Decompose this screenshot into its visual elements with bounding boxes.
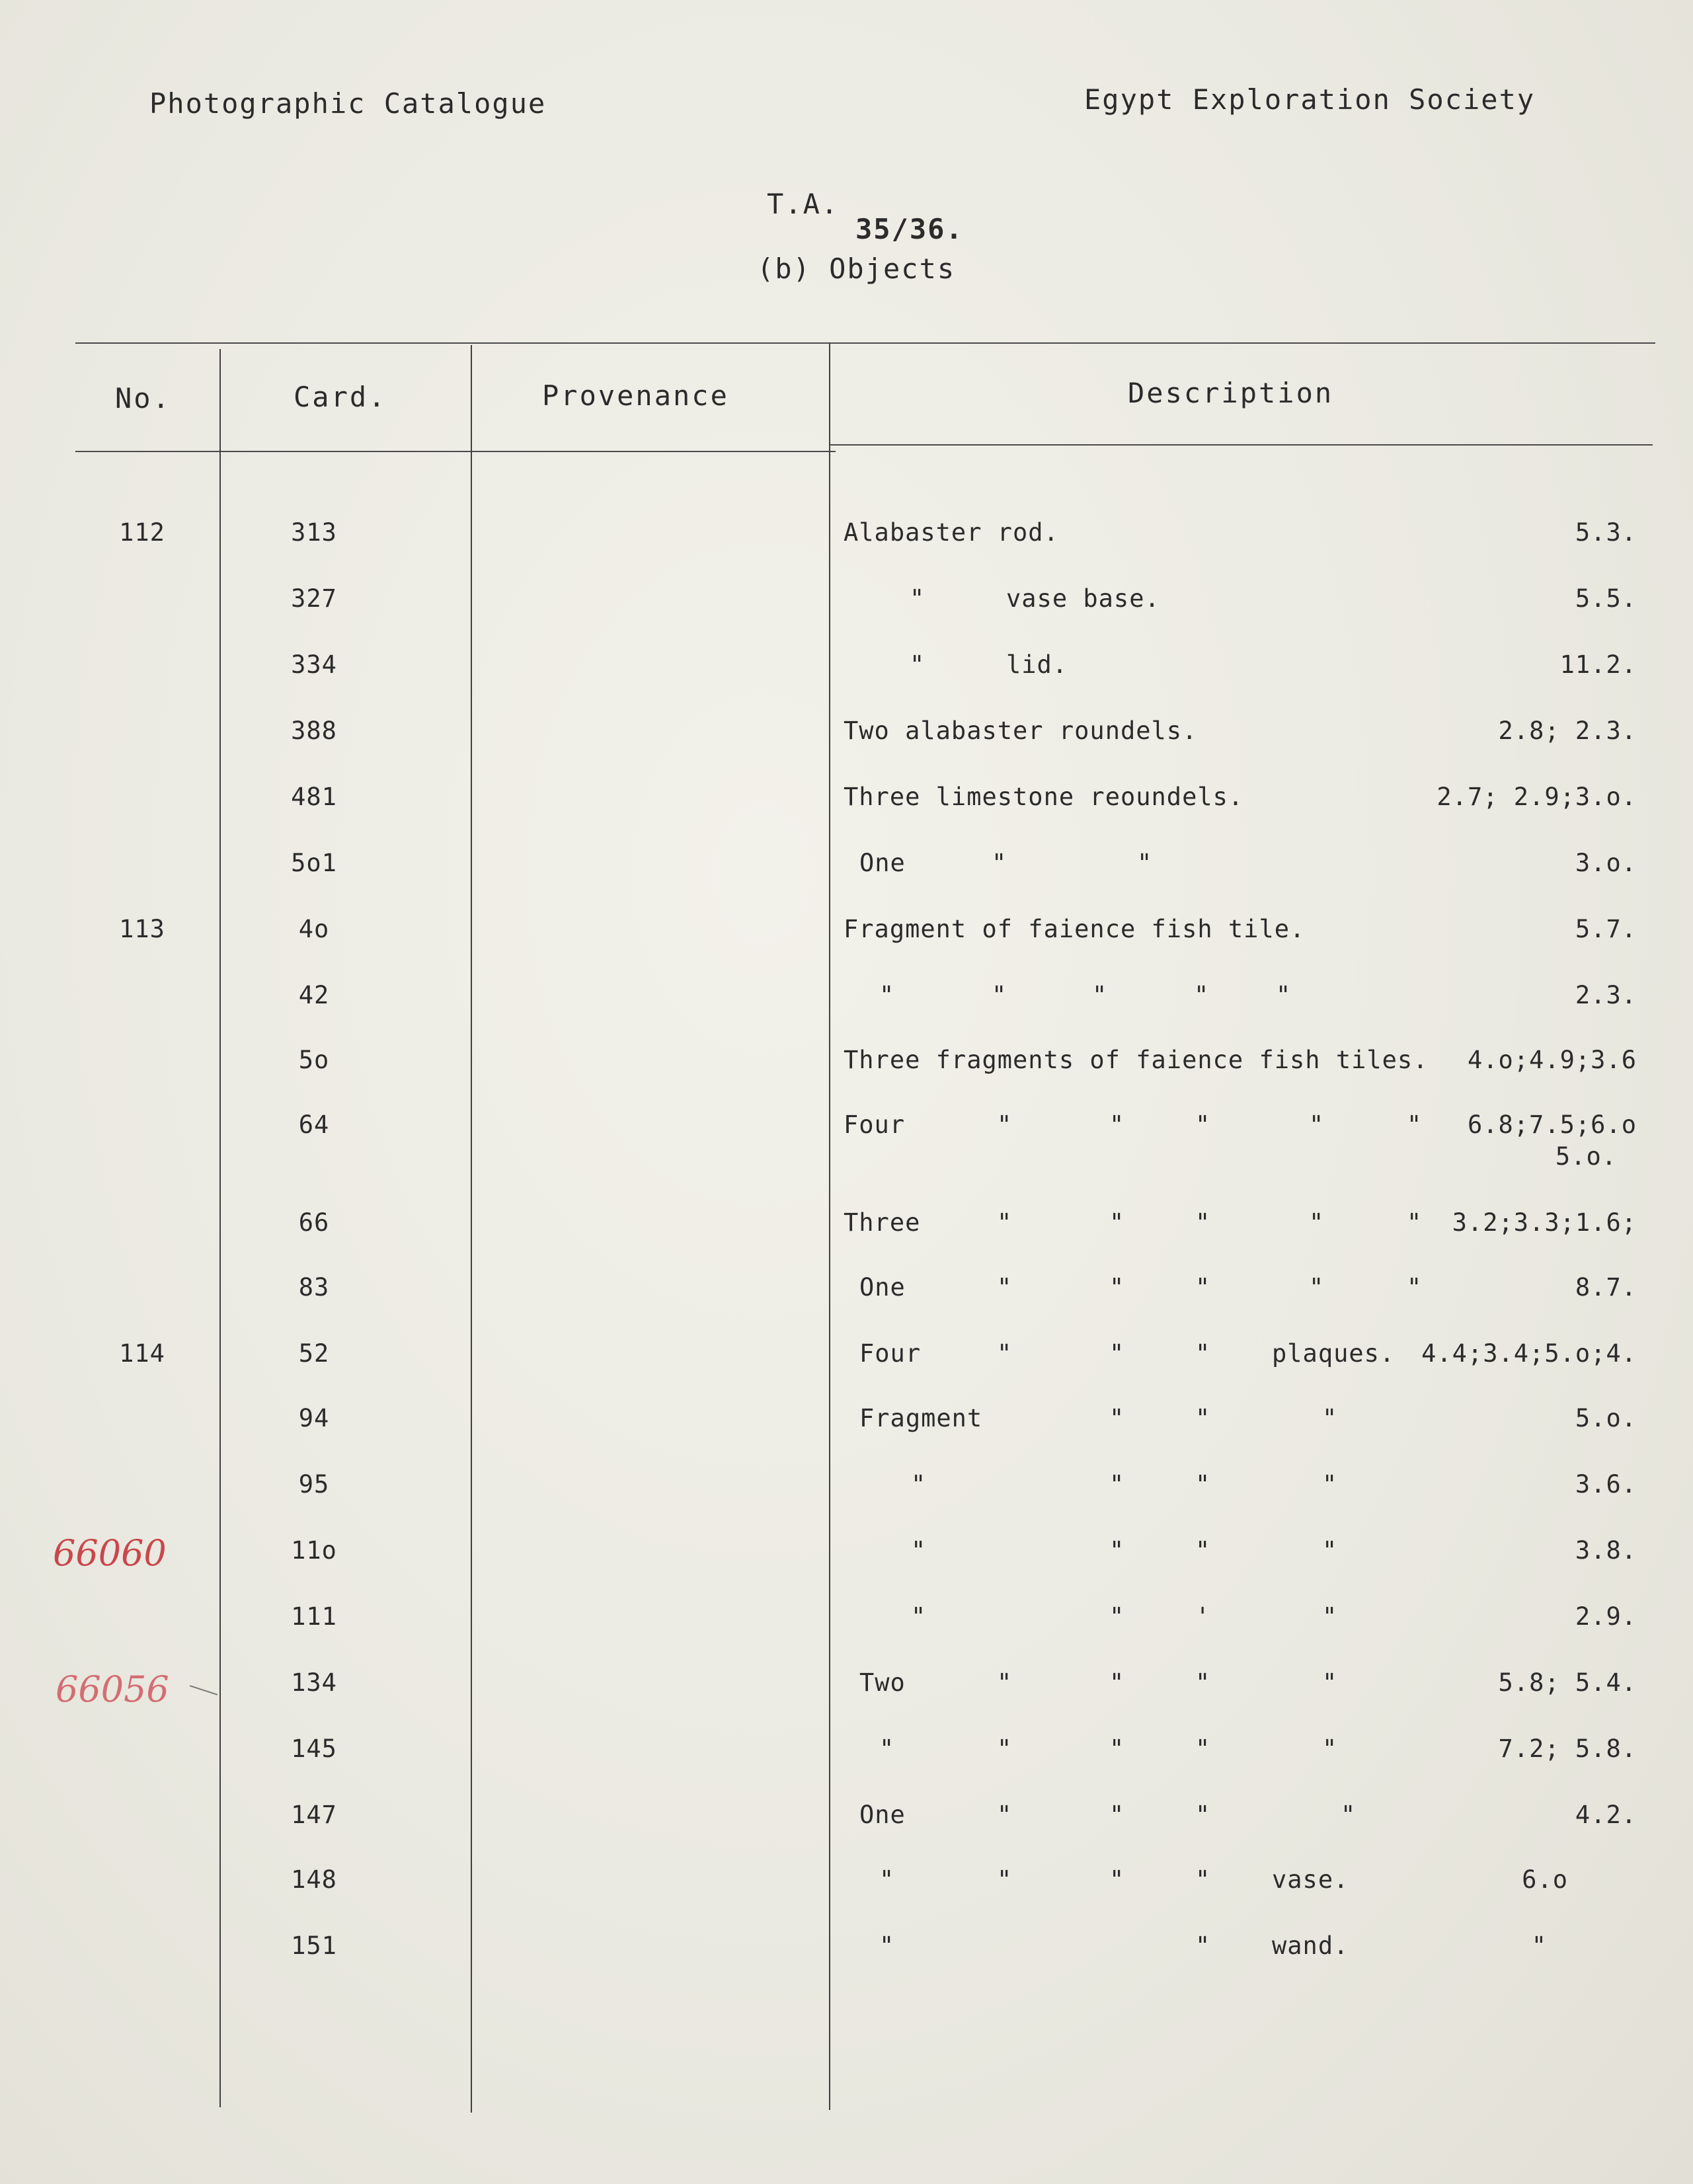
card-number: 334 bbox=[291, 650, 337, 679]
card-number: 148 bbox=[291, 1865, 337, 1894]
description-text: " bbox=[1195, 1735, 1211, 1763]
card-number: 4o bbox=[298, 915, 330, 943]
object-number: 113 bbox=[119, 915, 165, 943]
description-text: " bbox=[1109, 1111, 1125, 1139]
description-text: " bbox=[910, 650, 925, 679]
description-text: " bbox=[1109, 1404, 1125, 1432]
measurement-value: 3.6. bbox=[1575, 1470, 1637, 1499]
description-text: " bbox=[997, 1735, 1013, 1763]
description-text: " bbox=[879, 1865, 895, 1894]
description-text: " bbox=[1309, 1273, 1325, 1302]
card-number: 111 bbox=[291, 1602, 337, 1631]
measurement-value: 3.8. bbox=[1575, 1536, 1637, 1565]
description-text: " bbox=[1195, 1111, 1211, 1139]
pencil-tick-mark bbox=[190, 1685, 217, 1695]
col-divider-card bbox=[471, 345, 472, 2113]
society-name: Egypt Exploration Society bbox=[1084, 83, 1536, 116]
description-text: " bbox=[1322, 1536, 1338, 1565]
description-text: " bbox=[1309, 1111, 1325, 1139]
description-text: " bbox=[1195, 1404, 1211, 1432]
description-text: One bbox=[859, 849, 906, 877]
description-text: One bbox=[859, 1273, 906, 1302]
description-text: " bbox=[1195, 1668, 1211, 1697]
measurement-value: 3.o. bbox=[1575, 849, 1637, 877]
description-text: " bbox=[1195, 1273, 1211, 1302]
card-number: 5o bbox=[298, 1046, 330, 1074]
description-text: lid. bbox=[1006, 650, 1068, 679]
description-text: Alabaster rod. bbox=[844, 518, 1059, 547]
card-number: 5o1 bbox=[291, 849, 337, 877]
description-text: " bbox=[1109, 1208, 1125, 1237]
description-text: " bbox=[1109, 1470, 1125, 1499]
column-header-provenance: Provenance bbox=[542, 379, 729, 412]
description-text: " bbox=[997, 1801, 1013, 1829]
description-text: Two bbox=[859, 1668, 906, 1697]
description-text: " bbox=[911, 1602, 927, 1631]
header-bottom-rule-right bbox=[829, 444, 1653, 446]
object-number: 112 bbox=[119, 518, 165, 547]
description-text: " bbox=[1341, 1801, 1357, 1829]
description-text: Three bbox=[844, 1208, 921, 1237]
card-number: 64 bbox=[298, 1111, 330, 1139]
description-text: " bbox=[1407, 1208, 1423, 1237]
ta-season: 35/36. bbox=[855, 213, 964, 245]
description-text: " bbox=[1109, 1668, 1125, 1697]
measurement-value: 5.7. bbox=[1575, 915, 1637, 943]
description-text: " bbox=[1194, 981, 1210, 1009]
description-text: " bbox=[992, 981, 1007, 1009]
description-text: plaques. bbox=[1272, 1339, 1396, 1368]
description-text: " bbox=[1195, 1865, 1211, 1894]
card-number: 11o bbox=[291, 1536, 337, 1565]
description-text: " bbox=[1109, 1602, 1125, 1631]
measurement-value: 4.2. bbox=[1575, 1801, 1637, 1829]
catalogue-title: Photographic Catalogue bbox=[149, 87, 547, 120]
description-text: Fragment of faience fish tile. bbox=[844, 915, 1306, 943]
measurement-value: 5.o. bbox=[1575, 1404, 1637, 1432]
measurement-value: 2.3. bbox=[1575, 981, 1637, 1009]
description-text: " bbox=[1322, 1602, 1338, 1631]
measurement-value: 6.8;7.5;6.o bbox=[1467, 1111, 1637, 1139]
header-bottom-rule-left bbox=[75, 451, 836, 452]
column-header-no: No. bbox=[115, 382, 171, 414]
description-text: " bbox=[1195, 1931, 1211, 1960]
card-number: 145 bbox=[291, 1735, 337, 1763]
measurement-value: 5.5. bbox=[1575, 584, 1637, 613]
description-text: " bbox=[1195, 1801, 1211, 1829]
description-text: " bbox=[879, 1931, 895, 1960]
measurement-value: 5.3. bbox=[1575, 518, 1637, 547]
section-subtitle: (b) Objects bbox=[757, 253, 956, 285]
description-text: " bbox=[997, 1865, 1013, 1894]
description-text: " bbox=[1407, 1111, 1423, 1139]
measurement-value: 5.o. bbox=[1555, 1142, 1617, 1171]
measurement-value: 2.8; 2.3. bbox=[1498, 717, 1637, 745]
description-text: " bbox=[879, 981, 895, 1009]
description-text: vase base. bbox=[1006, 584, 1160, 613]
description-text: Three limestone reoundels. bbox=[844, 783, 1244, 811]
description-text: ' bbox=[1195, 1602, 1211, 1631]
description-text: " bbox=[879, 1735, 895, 1763]
description-text: " bbox=[1137, 849, 1153, 877]
handwritten-number-note: 66060 bbox=[53, 1532, 167, 1574]
description-text: " bbox=[997, 1111, 1013, 1139]
col-divider-provenance bbox=[829, 344, 830, 2110]
card-number: 66 bbox=[298, 1208, 330, 1237]
description-text: vase. bbox=[1272, 1865, 1349, 1894]
description-text: " bbox=[1109, 1273, 1125, 1302]
description-text: " bbox=[1092, 981, 1108, 1009]
description-text: " bbox=[1109, 1801, 1125, 1829]
description-text: " bbox=[1309, 1208, 1325, 1237]
measurement-value: 7.2; 5.8. bbox=[1498, 1735, 1637, 1763]
description-text: wand. bbox=[1272, 1931, 1349, 1960]
description-text: Four bbox=[859, 1339, 922, 1368]
description-text: One bbox=[859, 1801, 906, 1829]
description-text: " bbox=[997, 1339, 1013, 1368]
description-text: " bbox=[997, 1208, 1013, 1237]
handwritten-number-note: 66056 bbox=[56, 1668, 169, 1710]
measurement-value: 4.4;3.4;5.o;4. bbox=[1421, 1339, 1637, 1368]
ta-prefix: T.A. bbox=[767, 188, 840, 220]
description-text: " bbox=[1195, 1470, 1211, 1499]
description-text: " bbox=[1109, 1339, 1125, 1368]
card-number: 327 bbox=[291, 584, 337, 613]
description-text: " bbox=[911, 1536, 927, 1565]
description-text: " bbox=[997, 1273, 1013, 1302]
card-number: 52 bbox=[298, 1339, 330, 1368]
description-text: Two alabaster roundels. bbox=[844, 717, 1198, 745]
measurement-value: 2.7; 2.9;3.o. bbox=[1437, 783, 1637, 811]
description-text: Three fragments of faience fish tiles. bbox=[844, 1046, 1429, 1074]
description-text: " bbox=[1322, 1404, 1338, 1432]
description-text: " bbox=[992, 849, 1007, 877]
col-divider-no bbox=[219, 349, 221, 2107]
measurement-value: 4.o;4.9;3.6 bbox=[1467, 1046, 1637, 1074]
card-number: 134 bbox=[291, 1668, 337, 1697]
measurement-value: 11.2. bbox=[1559, 650, 1637, 679]
description-text: " bbox=[997, 1668, 1013, 1697]
card-number: 481 bbox=[291, 783, 337, 811]
card-number: 95 bbox=[298, 1470, 330, 1499]
column-header-card: Card. bbox=[294, 381, 387, 413]
table-top-rule bbox=[75, 342, 1655, 344]
card-number: 147 bbox=[291, 1801, 337, 1829]
description-text: Four bbox=[844, 1111, 906, 1139]
measurement-value: 2.9. bbox=[1575, 1602, 1637, 1631]
description-text: " bbox=[1322, 1668, 1338, 1697]
card-number: 313 bbox=[291, 518, 337, 547]
column-header-description: Description bbox=[1128, 377, 1334, 409]
description-text: " bbox=[1195, 1339, 1211, 1368]
description-text: " bbox=[1195, 1208, 1211, 1237]
measurement-value: 5.8; 5.4. bbox=[1498, 1668, 1637, 1697]
card-number: 42 bbox=[298, 981, 330, 1009]
description-text: " bbox=[1407, 1273, 1423, 1302]
description-text: " bbox=[1322, 1470, 1338, 1499]
measurement-value: 6.o bbox=[1522, 1865, 1568, 1894]
description-text: " bbox=[1322, 1735, 1338, 1763]
measurement-value: 3.2;3.3;1.6; bbox=[1452, 1208, 1637, 1237]
measurement-value: " bbox=[1531, 1931, 1547, 1960]
description-text: Fragment bbox=[859, 1404, 983, 1432]
description-text: " bbox=[1109, 1735, 1125, 1763]
card-number: 94 bbox=[298, 1404, 330, 1432]
card-number: 83 bbox=[298, 1273, 330, 1302]
description-text: " bbox=[1109, 1865, 1125, 1894]
description-text: " bbox=[1109, 1536, 1125, 1565]
object-number: 114 bbox=[119, 1339, 165, 1368]
description-text: " bbox=[1276, 981, 1292, 1009]
measurement-value: 8.7. bbox=[1575, 1273, 1637, 1302]
description-text: " bbox=[911, 1470, 927, 1499]
card-number: 151 bbox=[291, 1931, 337, 1960]
description-text: " bbox=[1195, 1536, 1211, 1565]
card-number: 388 bbox=[291, 717, 337, 745]
description-text: " bbox=[910, 584, 925, 613]
